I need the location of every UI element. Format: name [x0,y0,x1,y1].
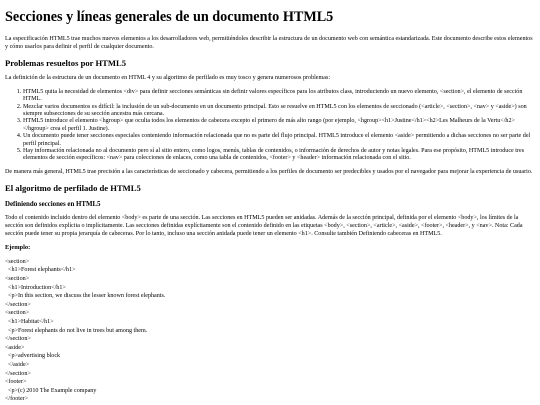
section-heading-algorithm: El algoritmo de perfilado de HTML5 [5,183,141,194]
problems-closing: De manera más general, HTML5 trae precisión a las características de seccionado y cabecera, permitiendo a los perfiles de documento ser predecibles y usados por el navegador para mejorar la experiencia de usuario. [5,168,533,175]
list-item: 5. Hay información relacionada no al documento pero sí al sitio entero, como logos, menús, tablas de contenidos, o información de derechos de autor y notas legales. Para ese propósito, HTML5 introduce tres elementos de sección específicos: <nav> para colecciones de enlaces, como una tabla de contenidos, <footer> y <header> información relacionada con el sitio. [23,148,535,163]
subheading-defining-sections: Definiendo secciones en HTML5 [5,201,101,209]
defining-sections-paragraph: Todo el contenido incluido dentro del elemento <body> es parte de una sección. Las secciones en HTML5 pueden ser anidadas. Además de la sección principal, definida por el elemento <body>, los límites de la sección son definidos explícita o implícitamente. Las secciones definidas explícitamente son el contenido definido en las etiquetas <body>, <section>, <article>, <aside>, <footer>, <header>, y <nav>. Nota: Cada sección puede tener su propia jerarquía de cabeceras. Por lo tanto, incluso una sección anidada puede tener un elemento <h1>. Consulte también Definiendo cabeceras en HTML5. [5,215,523,237]
section-heading-problems: Problemas resueltos por HTML5 [5,58,127,69]
example-label: Ejemplo: [5,244,31,252]
intro-paragraph: La especificación HTML5 trae muchos nuevos elementos a los desarrolladores web, permitiéndoles describir la estructura de un documento web con semántica estandarizada. Este documento describe estos elementos y cómo usarlos para definir el perfil de cualquier documento. [5,36,533,50]
list-item: 2. Mezclar varios documentos es difícil: la inclusión de un sub-documento en un documento principal. Esto se resuelve en HTML5 con los elementos de seccionado (<article>, <section>, <nav> y <aside>) son siempre subsecciones de su sección ancestra más cercana. [23,104,535,119]
code-example: <section> <h1>Forest elephants</h1> <section> <h1>Introduction</h1> <p>In this section, we discuss the lesser known forest elephants. </section> <section> <h1>Habitat</h1> <p>Forest elephants do not live in trees but among them. </section> <aside> <p>advertising block </aside> </section> <footer> <p>(c) 2010 The Example company </footer> [5,258,166,403]
page-title: Secciones y líneas generales de un documento HTML5 [5,9,334,25]
list-item: 3. HTML5 introduce el elemento <hgroup> que oculta todos los elementos de cabecera excepto el primero de más alto rango (por ejemplo, <hgroup><h1>Justine</h1><h2>Les Malheurs de la Vertu</h2></hgroup> crea el perfil 1. Justine). [23,118,535,133]
problems-list [5,89,535,163]
problems-lead: La definición de la estructura de un documento en HTML 4 y su algoritmo de perfilado es muy tosco y genera numerosos problemas: [5,75,331,82]
list-item: 4. Un documento puede tener secciones especiales conteniendo información relacionada que no es parte del flujo principal. HTML5 introduce el elemento <aside> permitiendo a dichas secciones no ser parte del perfil principal. [23,133,535,148]
list-item: 1. HTML5 quita la necesidad de elementos <div> para definir secciones semánticas sin definir valores específicos para los atributos class, introduciendo un nuevo elemento, <section>, el elemento de sección HTML. [23,89,535,104]
